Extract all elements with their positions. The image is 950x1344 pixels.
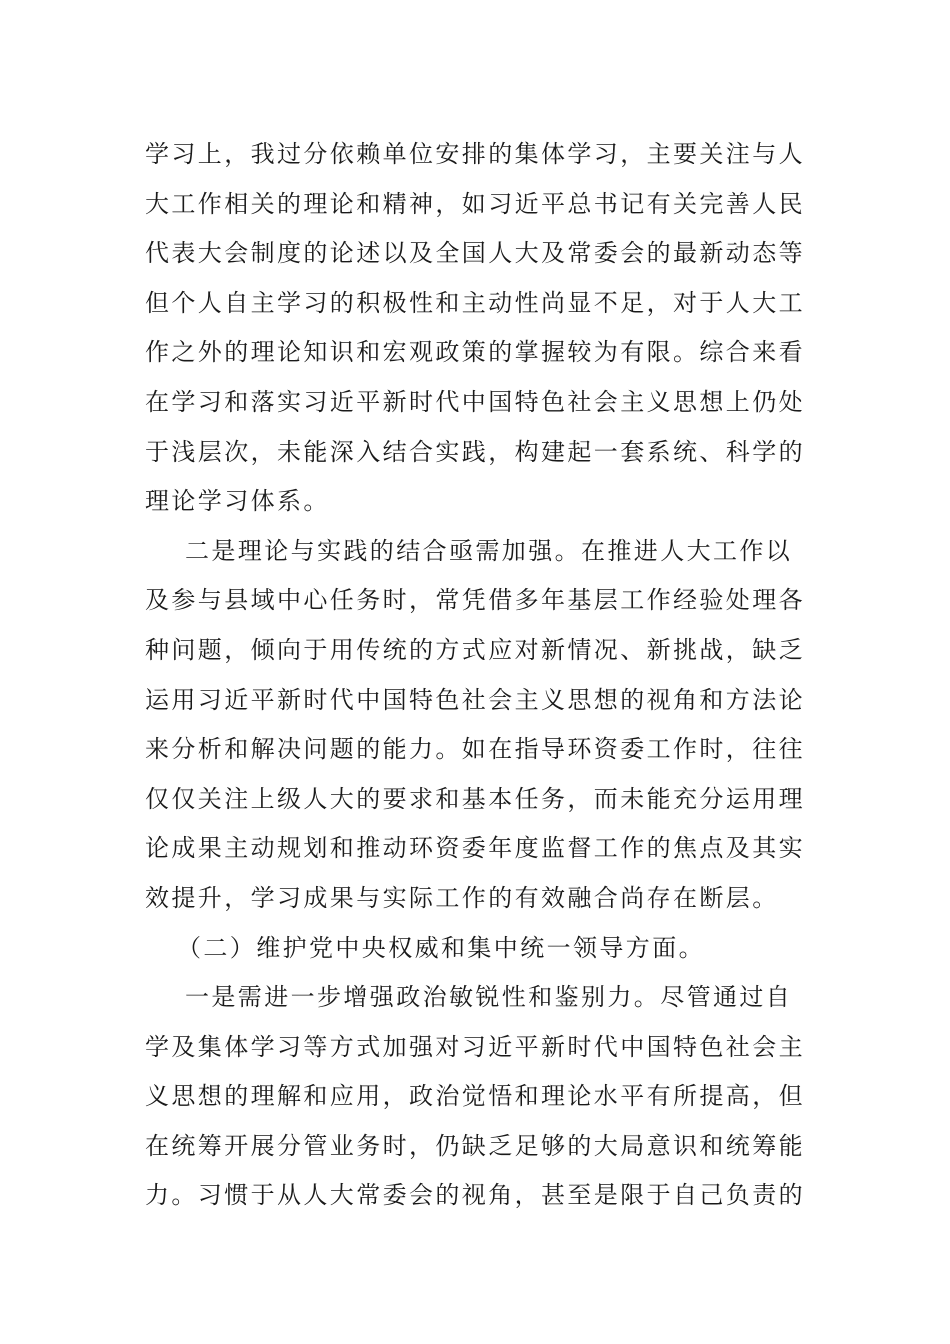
text-line: 于浅层次，未能深入结合实践，构建起一套系统、科学的 xyxy=(145,437,805,466)
text-line: 作之外的理论知识和宏观政策的掌握较为有限。综合来看 xyxy=(145,338,805,367)
paragraph-start-line: 一是需进一步增强政治敏锐性和鉴别力。尽管通过自 xyxy=(185,983,793,1012)
text-line: 代表大会制度的论述以及全国人大及常委会的最新动态等 xyxy=(145,239,805,268)
text-line: 种问题，倾向于用传统的方式应对新情况、新挑战，缺乏 xyxy=(145,635,805,664)
section-heading: （二）维护党中央权威和集中统一领导方面。 xyxy=(177,933,705,962)
text-line: 学习上，我过分依赖单位安排的集体学习，主要关注与人 xyxy=(145,140,805,168)
document-body xyxy=(145,130,825,1221)
text-line: 义思想的理解和应用，政治觉悟和理论水平有所提高，但 xyxy=(145,1082,805,1111)
text-line: 效提升，学习成果与实际工作的有效融合尚存在断层。 xyxy=(145,883,779,912)
text-line: 学及集体学习等方式加强对习近平新时代中国特色社会主 xyxy=(145,1032,805,1061)
text-line: 运用习近平新时代中国特色社会主义思想的视角和方法论 xyxy=(145,685,805,714)
text-line: 大工作相关的理论和精神，如习近平总书记有关完善人民 xyxy=(145,189,805,218)
text-line: 力。习惯于从人大常委会的视角，甚至是限于自己负责的 xyxy=(145,1181,805,1210)
text-line: 来分析和解决问题的能力。如在指导环资委工作时，往往 xyxy=(145,735,805,764)
paragraph-start-line: 二是理论与实践的结合亟需加强。在推进人大工作以 xyxy=(185,536,793,565)
text-line: 及参与县域中心任务时，常凭借多年基层工作经验处理各 xyxy=(145,586,805,615)
text-line: 论成果主动规划和推动环资委年度监督工作的焦点及其实 xyxy=(145,834,805,863)
text-line: 在学习和落实习近平新时代中国特色社会主义思想上仍处 xyxy=(145,387,805,416)
text-line: 仅仅关注上级人大的要求和基本任务，而未能充分运用理 xyxy=(145,784,805,813)
text-line: 理论学习体系。 xyxy=(145,487,330,516)
text-line: 但个人自主学习的积极性和主动性尚显不足，对于人大工 xyxy=(145,288,805,317)
text-line: 在统筹开展分管业务时，仍缺乏足够的大局意识和统筹能 xyxy=(145,1131,805,1160)
